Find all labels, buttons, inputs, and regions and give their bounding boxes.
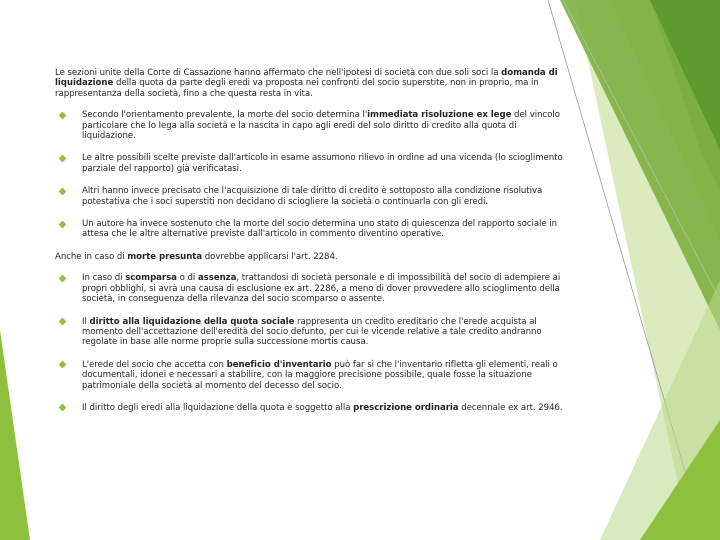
bullet-item bbox=[55, 219, 570, 240]
text-run: Il diritto degli eredi alla liquidazione della quota è soggetto alla bbox=[82, 402, 354, 413]
bold-text: prescrizione ordinaria bbox=[353, 402, 459, 413]
bold-text: beneficio d'inventario bbox=[226, 359, 332, 370]
text-run: o di bbox=[176, 273, 198, 284]
text-run: Anche in caso di bbox=[55, 251, 128, 262]
text-run: Un autore ha invece sostenuto che la morte del socio determina uno stato di quiescenza del rapporto sociale in attesa che le altre alternative previste dall'articolo in commento diventino operative. bbox=[82, 219, 558, 240]
bullet-text bbox=[82, 360, 558, 391]
bullet-item bbox=[55, 403, 570, 413]
bullet-item bbox=[55, 273, 570, 304]
bullet-text bbox=[82, 186, 542, 206]
diamond-bullet-icon bbox=[59, 361, 67, 369]
bullet-item bbox=[55, 360, 570, 391]
intro-paragraph bbox=[55, 68, 570, 99]
bullet-text bbox=[82, 110, 560, 141]
text-run: può far sì che l'inventario rifletta gli elementi, reali o documentali, idonei e necessari a stabilire, con la maggiore precisione possibile, quale fosse la situazione patrimoniale della società al momento del decesso del socio. bbox=[82, 359, 558, 391]
bullet-item bbox=[55, 317, 570, 348]
bullet-item bbox=[55, 110, 570, 141]
diamond-bullet-icon bbox=[59, 274, 67, 282]
diamond-bullet-icon bbox=[59, 155, 67, 163]
text-run: della quota da parte degli eredi va proposta nei confronti del socio superstite, non in proprio, ma in rappresentanza della società, fino a che questa resta in vita. bbox=[55, 78, 539, 99]
text-run: L'erede del socio che accetta con bbox=[82, 359, 227, 370]
text-run: , trattandosi di società personale e di impossibilità del socio di adempiere ai propri obblighi, si avrà una causa di esclusione ex art. 2286, a meno di dover provvedere allo scioglimento della società, in conseguenza della rilevanza del socio scomparso o assente. bbox=[82, 273, 561, 305]
bullet-list-1 bbox=[55, 110, 570, 240]
bold-text: morte presunta bbox=[127, 251, 203, 262]
bold-text: immediata risoluzione ex lege bbox=[367, 110, 512, 121]
text-run: del vincolo particolare che lo lega alla società e la nascita in capo agli eredi del solo diritto di credito alla quota di liquidazione. bbox=[82, 110, 560, 142]
text-run: decennale ex art. 2946. bbox=[458, 402, 563, 413]
bold-text: assenza bbox=[197, 273, 237, 284]
bold-text: scomparsa bbox=[125, 273, 177, 284]
deco-left-wedge bbox=[0, 330, 30, 540]
diamond-bullet-icon bbox=[59, 318, 67, 326]
morte-presunta-paragraph bbox=[55, 252, 570, 262]
text-run: Il bbox=[82, 316, 90, 327]
diamond-bullet-icon bbox=[59, 111, 67, 119]
bullet-text bbox=[82, 273, 560, 304]
diamond-bullet-icon bbox=[59, 187, 67, 195]
bullet-text bbox=[82, 317, 542, 348]
text-run: dovrebbe applicarsi l'art. 2284. bbox=[202, 251, 338, 262]
text-run: Secondo l'orientamento prevalente, la morte del socio determina l' bbox=[82, 110, 368, 121]
text-run: Le sezioni unite della Corte di Cassazione hanno affermato che nell'ipotesi di società con due soli soci la bbox=[55, 68, 502, 78]
text-run: rappresenta un credito ereditario che l'erede acquista al momento dell'accettazione dell'eredità del socio defunto, per cui le vicende relative a tale credito andranno regolate in base alle norme proprie sulla successione mortis causa. bbox=[82, 316, 542, 348]
bullet-text bbox=[82, 153, 563, 173]
bullet-item bbox=[55, 153, 570, 174]
diamond-bullet-icon bbox=[59, 220, 67, 228]
text-run: In caso di bbox=[82, 273, 126, 284]
diamond-bullet-icon bbox=[59, 404, 67, 412]
bullet-text bbox=[82, 403, 563, 413]
text-run: Le altre possibili scelte previste dall'articolo in esame assumono rilievo in ordine ad una vicenda (lo scioglimento parziale del rapporto) già verificatasi. bbox=[82, 153, 563, 174]
bullet-item bbox=[55, 186, 570, 207]
bold-text: domanda di liquidazione bbox=[55, 68, 558, 89]
slide-content bbox=[55, 68, 570, 425]
text-run: Altri hanno invece precisato che l'acquisizione di tale diritto di credito è sottoposto alla condizione risolutiva potestativa che i soci superstiti non decidano di sciogliere la società o continuarla con gli eredi. bbox=[82, 186, 543, 207]
bullet-list-2 bbox=[55, 273, 570, 413]
bullet-text bbox=[82, 219, 557, 239]
bold-text: diritto alla liquidazione della quota sociale bbox=[89, 316, 295, 327]
